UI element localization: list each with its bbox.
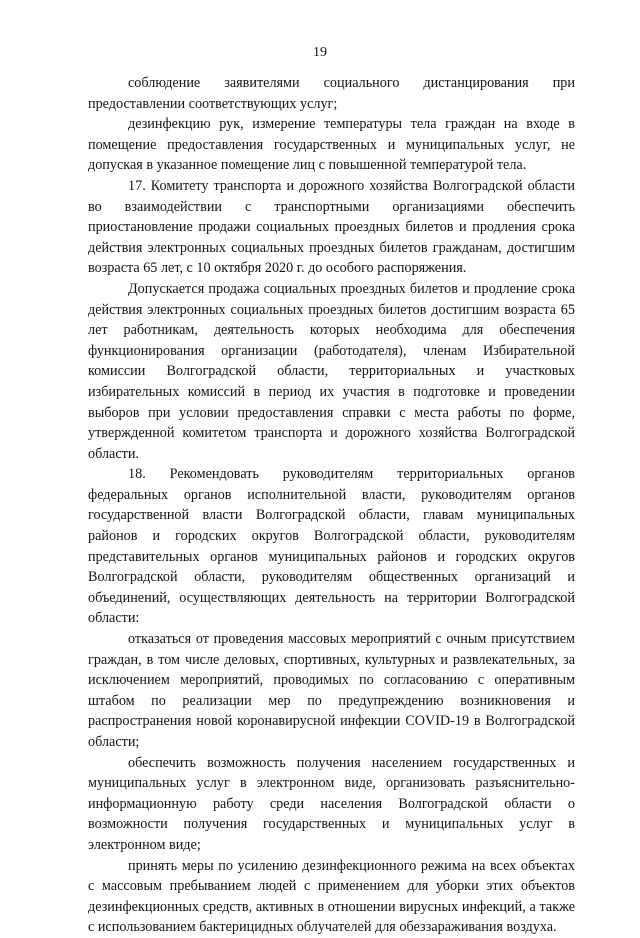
paragraph-hand-disinfection: дезинфекцию рук, измерение температуры тела граждан на входе в помещение предоставления государственных и муниципальных услуг, не допуская в указанное помещение лиц с повышенной температурой тела. xyxy=(88,116,575,174)
paragraph-social-distancing: соблюдение заявителями социального дистанцирования при предоставлении соответствующих услуг; xyxy=(88,75,575,112)
paragraph-disinfection-regime: принять меры по усилению дезинфекционного режима на всех объектах с массовым пребыванием людей с применением для уборки этих объектов дезинфекционных средств, активных в отношении вирусных инфекций, а также с использованием бактерицидных облучателей для обеззараживания воздуха. xyxy=(88,857,575,936)
page-number: 19 xyxy=(313,45,327,60)
paragraph-item-18: 18. Рекомендовать руководителям территориальных органов федеральных органов исполнительной власти, руководителям органов государственной власти Волгоградской области, главам муниципальных районов и городских округов Волгоградской области, руководителям представительных органов муниципальных районов и городских округов Волгоградской области, руководителям общественных организаций и объединений, осуществляющих деятельность на территории Волгоградской области: xyxy=(88,466,575,627)
document-body xyxy=(88,73,575,938)
paragraph-item-17: 17. Комитету транспорта и дорожного хозяйства Волгоградской области во взаимодействии с транспортными организациями обеспечить приостановление продажи социальных проездных билетов и продления срока действия электронных социальных проездных билетов гражданам, достигшим возраста 65 лет, с 10 октября 2020 г. до особого распоряжения. xyxy=(88,177,575,277)
paragraph-electronic-services: обеспечить возможность получения населением государственных и муниципальных услуг в электронном виде, организовать разъяснительно-информационную работу среди населения Волгоградской области о возможности получения государственных и муниципальных услуг в электронном виде; xyxy=(88,754,575,853)
paragraph-ticket-sales-allowed: Допускается продажа социальных проездных билетов и продление срока действия электронных социальных проездных билетов достигшим возраста 65 лет работникам, деятельность которых необходима для обеспечения функционирования организации (работодателя), членам Избирательной комиссии Волгоградской области, территориальных и участковых избирательных комиссий в период их участия в подготовке и проведении выборов при условии предоставления справки с места работы по форме, утвержденной комитетом транспорта и дорожного хозяйства Волгоградской области. xyxy=(88,280,575,462)
paragraph-cancel-mass-events: отказаться от проведения массовых мероприятий с очным присутствием граждан, в том числе деловых, спортивных, культурных и развлекательных, за исключением мероприятий, проводимых по согласованию с оперативным штабом по реализации мер по предупреждению возникновения и распространения новой коронавирусной инфекции COVID-19 в Волгоградской области; xyxy=(88,631,575,750)
